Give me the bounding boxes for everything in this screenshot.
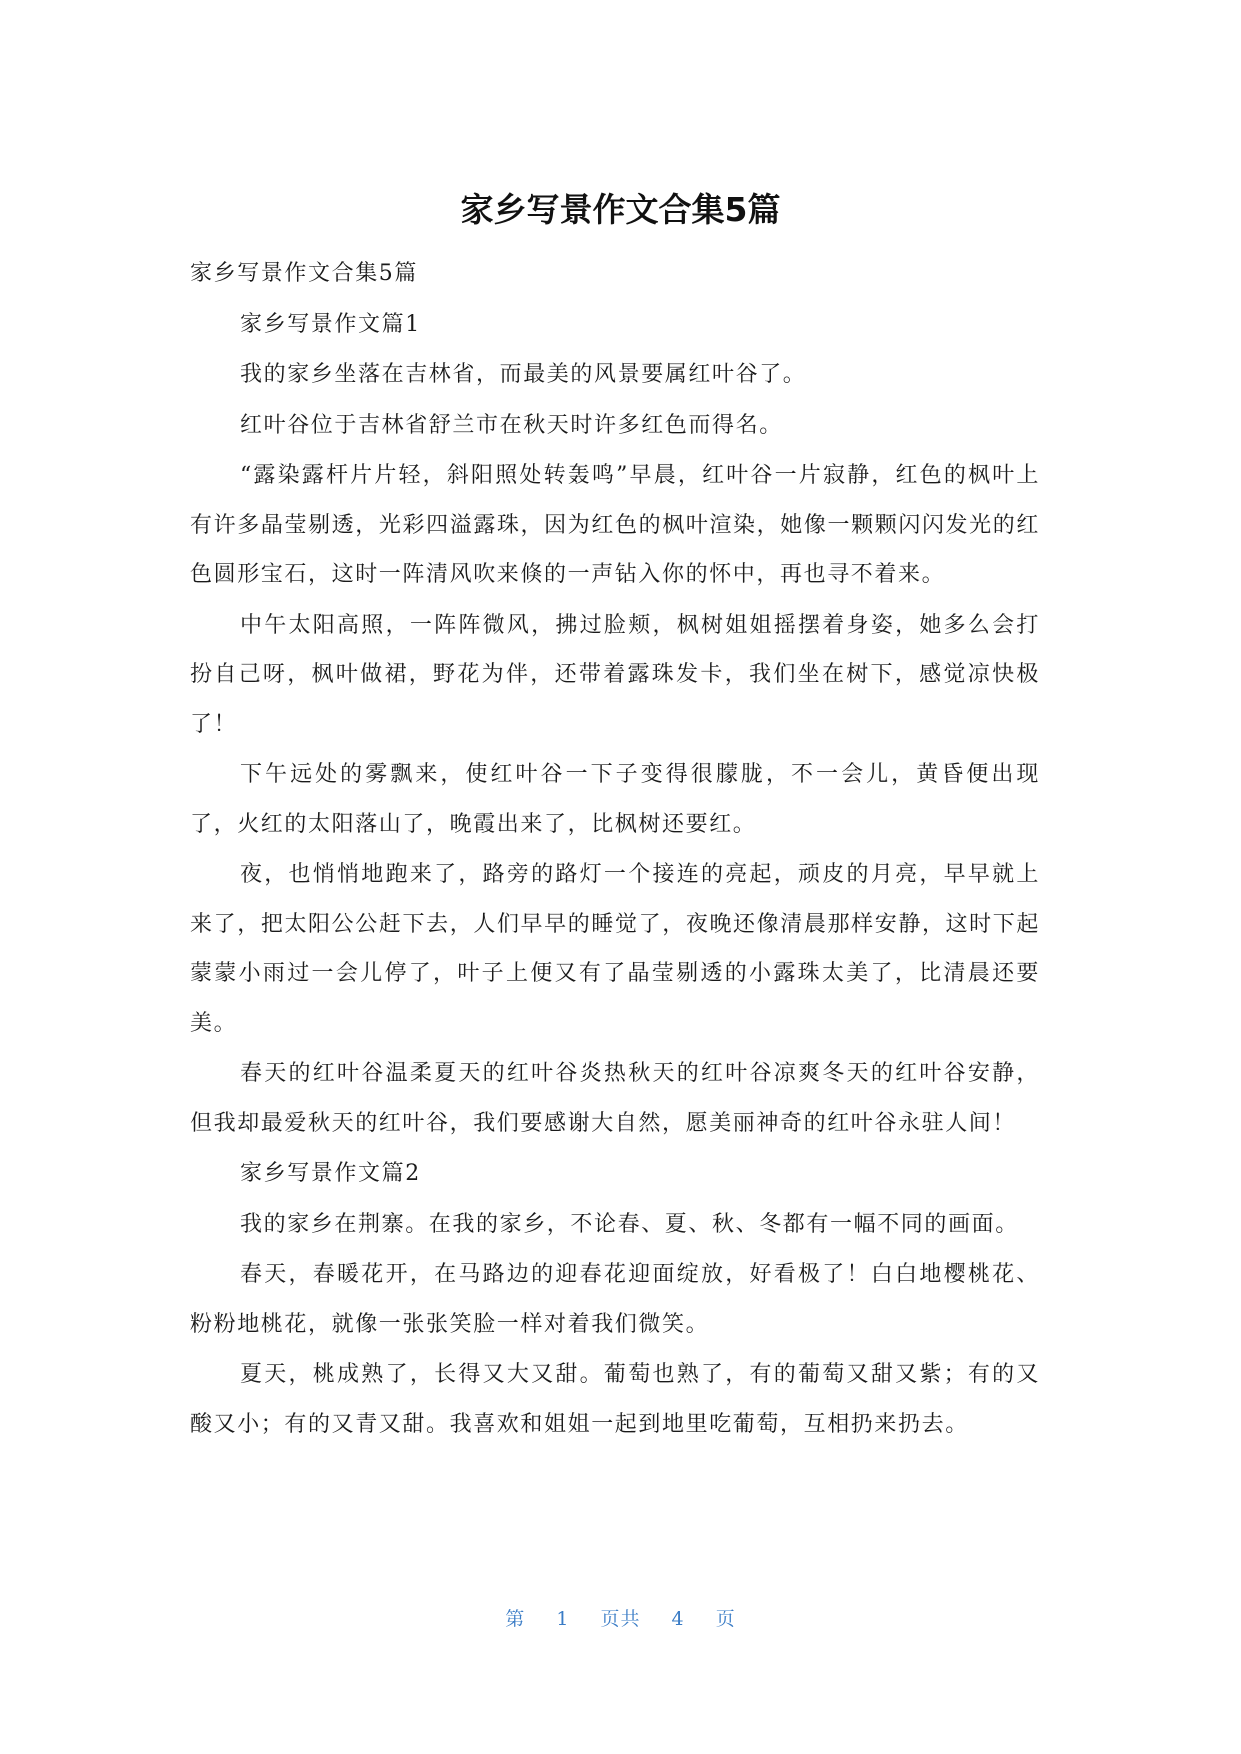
- paragraph: 夏天，桃成熟了，长得又大又甜。葡萄也熟了，有的葡萄又甜又紫；有的又酸又小；有的又青又甜。我喜欢和姐姐一起到地里吃葡萄，互相扔来扔去。: [190, 1362, 1040, 1437]
- paragraph: 春天的红叶谷温柔夏天的红叶谷炎热秋天的红叶谷凉爽冬天的红叶谷安静，但我却最爱秋天的红叶谷，我们要感谢大自然，愿美丽神奇的红叶谷永驻人间！: [190, 1061, 1040, 1136]
- section-heading-1: 家乡写景作文篇1: [240, 311, 421, 337]
- paragraph: 夜，也悄悄地跑来了，路旁的路灯一个接连的亮起，顽皮的月亮，早早就上来了，把太阳公公赶下去，人们早早的睡觉了，夜晚还像清晨那样安静，这时下起蒙蒙小雨过一会儿停了，叶子上便又有了晶莹剔透的小露珠太美了，比清晨还要美。: [190, 862, 1040, 1036]
- paragraph: 下午远处的雾飘来，使红叶谷一下子变得很朦胧，不一会儿，黄昏便出现了，火红的太阳落山了，晚霞出来了，比枫树还要红。: [190, 762, 1040, 837]
- paragraph: 春天，春暖花开，在马路边的迎春花迎面绽放，好看极了！白白地樱桃花、粉粉地桃花，就像一张张笑脸一样对着我们微笑。: [190, 1262, 1040, 1337]
- paragraph: 红叶谷位于吉林省舒兰市在秋天时许多红色而得名。: [240, 412, 783, 438]
- document-title: 家乡写景作文合集5篇: [460, 190, 781, 229]
- page-footer: [0, 1604, 1241, 1631]
- paragraph: 中午太阳高照，一阵阵微风，拂过脸颊，枫树姐姐摇摆着身姿，她多么会打扮自己呀，枫叶做裙，野花为伴，还带着露珠发卡，我们坐在树下，感觉凉快极了！: [190, 612, 1040, 737]
- footer-total-pages: 4: [671, 1608, 685, 1630]
- paragraph: “露染露杆片片轻，斜阳照处转轰鸣”早晨，红叶谷一片寂静，红色的枫叶上有许多晶莹剔透，光彩四溢露珠，因为红色的枫叶渲染，她像一颗颗闪闪发光的红色圆形宝石，这时一阵清风吹来倏的一声钻入你的怀中，再也寻不着来。: [190, 463, 1040, 587]
- footer-label-page: 第: [505, 1608, 526, 1630]
- section-heading-2: 家乡写景作文篇2: [240, 1161, 421, 1186]
- subtitle-line: 家乡写景作文合集5篇: [190, 261, 418, 286]
- paragraph: 我的家乡在荆寨。在我的家乡，不论春、夏、秋、冬都有一幅不同的画面。: [240, 1211, 1019, 1237]
- paragraph: 我的家乡坐落在吉林省，而最美的风景要属红叶谷了。: [240, 362, 807, 387]
- document-body: [190, 249, 1040, 1450]
- footer-label-of: 页共: [600, 1608, 641, 1630]
- footer-current-page: 1: [556, 1608, 570, 1630]
- footer-label-end: 页: [715, 1608, 736, 1630]
